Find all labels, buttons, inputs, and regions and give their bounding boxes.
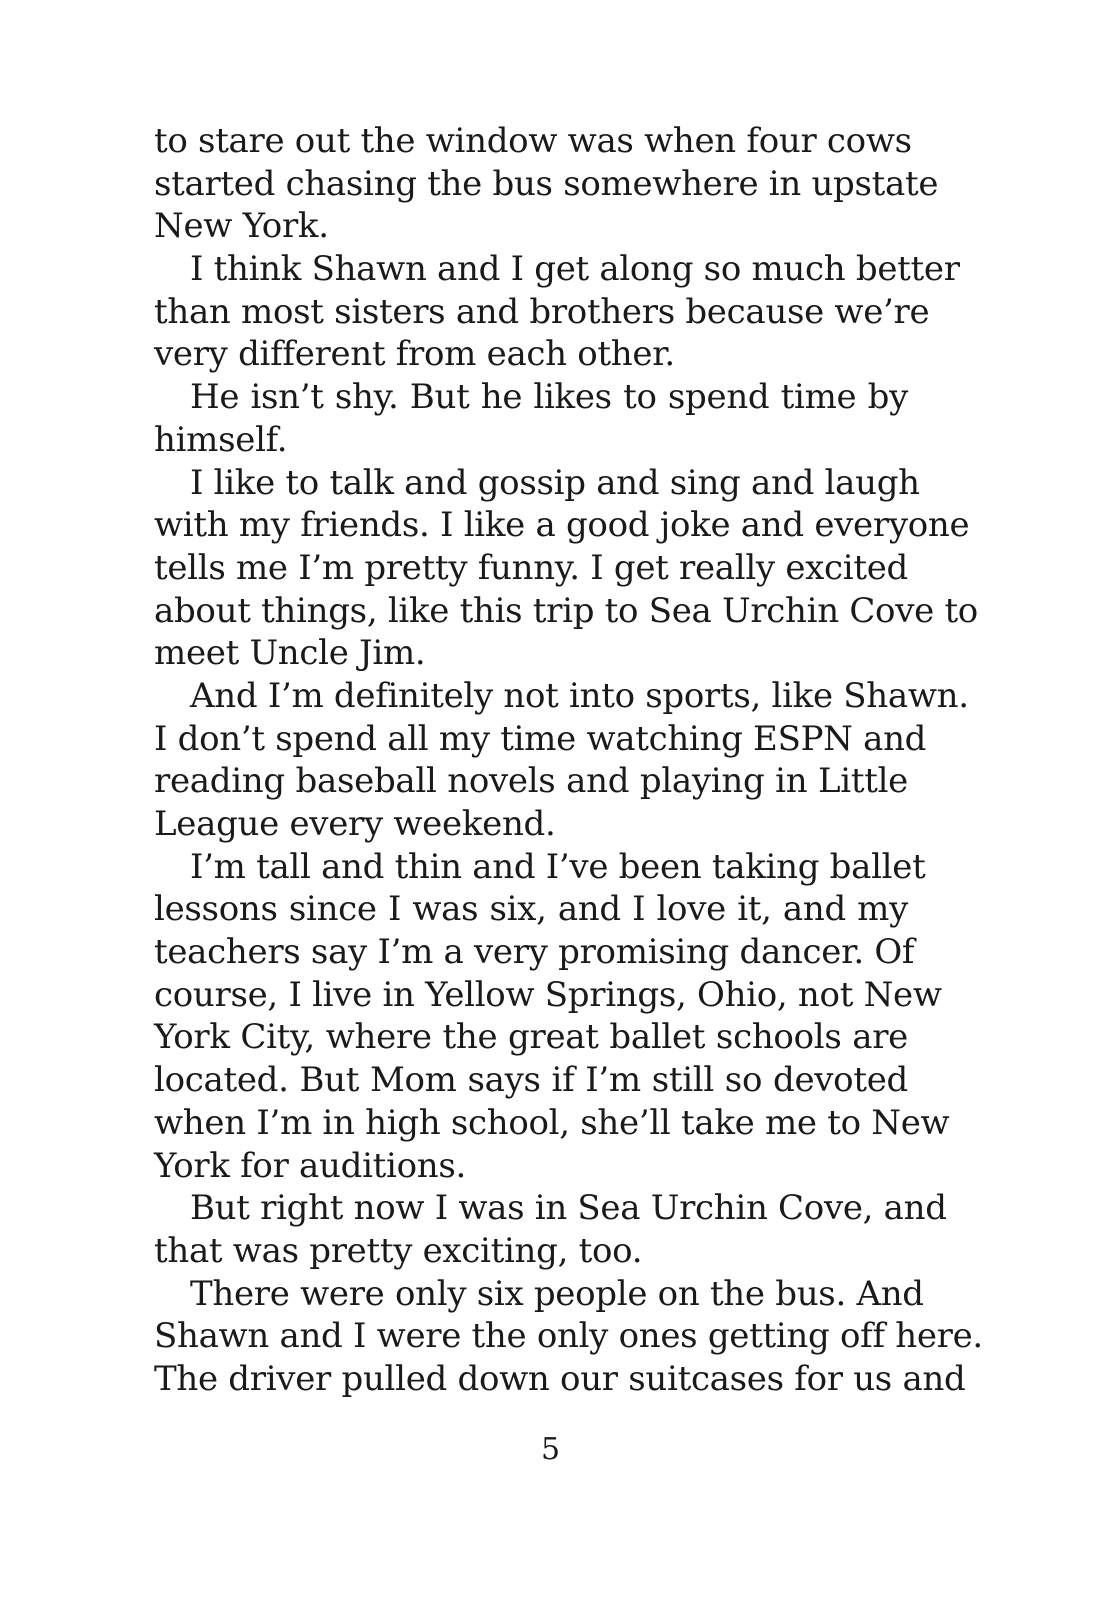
text-line: He isn’t shy. But he likes to spend time by: [190, 377, 908, 418]
page-number: 5: [540, 1432, 561, 1467]
text-line: The driver pulled down our suitcases for us and: [154, 1358, 966, 1399]
text-line: than most sisters and brothers because we’re: [154, 291, 930, 332]
text-line: reading baseball novels and playing in Little: [154, 761, 908, 802]
text-line: York City, where the great ballet schools are: [154, 1017, 908, 1058]
text-line: tells me I’m pretty funny. I get really excited: [154, 547, 908, 588]
text-line: I don’t spend all my time watching ESPN and: [154, 718, 927, 759]
text-line: I like to talk and gossip and sing and laugh: [190, 462, 920, 503]
text-line: League every weekend.: [154, 804, 556, 844]
text-line: I’m tall and thin and I’ve been taking ballet: [190, 846, 926, 887]
text-line: course, I live in Yellow Springs, Ohio, not New: [154, 974, 942, 1015]
text-line: located. But Mom says if I’m still so devoted: [154, 1060, 908, 1101]
text-line: New York.: [154, 206, 329, 247]
text-line: very different from each other.: [154, 334, 675, 375]
text-line: with my friends. I like a good joke and everyone: [154, 505, 970, 546]
text-line: lessons since I was six, and I love it, and my: [154, 889, 908, 930]
text-line: York for auditions.: [154, 1145, 467, 1186]
text-line: himself.: [154, 419, 288, 460]
text-line: about things, like this trip to Sea Urchin Cove to: [154, 590, 978, 631]
text-line: I think Shawn and I get along so much better: [190, 249, 960, 290]
text-line: that was pretty exciting, too.: [154, 1230, 643, 1271]
text-line: teachers say I’m a very promising dancer. Of: [154, 932, 915, 973]
text-line: to stare out the window was when four cows: [154, 121, 912, 161]
text-line: And I’m definitely not into sports, like Shawn.: [190, 675, 969, 716]
text-line: started chasing the bus somewhere in upstate: [154, 163, 939, 204]
body-text: [154, 120, 983, 1401]
text-line: Shawn and I were the only ones getting off here.: [154, 1316, 983, 1357]
text-line: meet Uncle Jim.: [154, 633, 426, 674]
text-line: There were only six people on the bus. And: [190, 1273, 924, 1314]
text-line: when I’m in high school, she’ll take me to New: [154, 1102, 950, 1143]
text-line: But right now I was in Sea Urchin Cove, and: [190, 1188, 947, 1229]
